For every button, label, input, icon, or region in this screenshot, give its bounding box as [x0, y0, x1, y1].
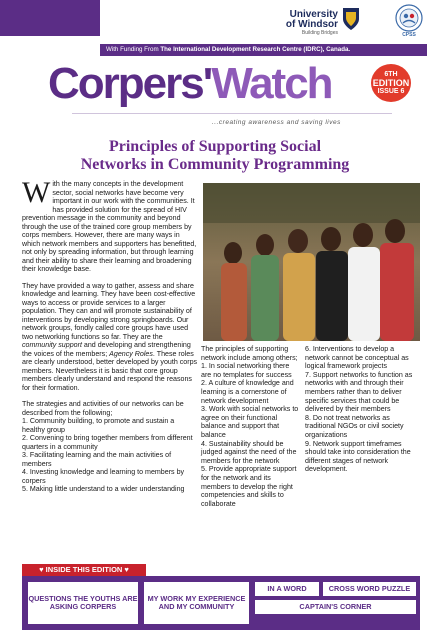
- drop-cap: W: [22, 176, 51, 209]
- edition-issue: ISSUE 6: [377, 88, 405, 95]
- inside-item-captains-corner[interactable]: CAPTAIN'S CORNER: [255, 600, 416, 614]
- funding-banner: [100, 44, 427, 56]
- paragraph-1-text: ith the many concepts in the development sector, social networks have become very important in our work with the communities. It has provided solution for the spread of HIV prevention message in the community and beyond through the use of the trained core group members by corps members. However, there are many ways in which network members and supporters has benefitted, not only by spreading information, but through learning and their ability to share their learning and broadening their knowledge base.: [22, 180, 197, 273]
- inside-this-edition-tab: ♥ INSIDE THIS EDITION ♥: [22, 564, 146, 576]
- newsletter-title: [48, 59, 332, 108]
- edition-badge: [371, 64, 411, 102]
- tagline: ...creating awareness and saving lives: [212, 119, 341, 126]
- strategy-item: 5. Making little understand to a wider understanding: [22, 485, 185, 493]
- strategy-item: 1. Community building, to promote and sustain a healthy group: [22, 417, 175, 434]
- paragraph-2: They have provided a way to gather, assess and share knowledge and learning. They have been cost-effective ways to access or provide services to a larger population. They can and will promote sustainability of interventions by developing strong springboards. Our network groups, fondly called core groups have used two networking functions so far. They are the community support and developing and strengthening the voices of the members; Agency Roles. These roles are clearly understood, better developed by youth corps members. Nevertheless it is basic that core group members clearly understand and respond the reasons for their formation.: [22, 281, 198, 392]
- top-purple-bar: [0, 0, 100, 36]
- cpss-logo: [392, 4, 426, 38]
- university-of-windsor-logo: [280, 2, 392, 40]
- paragraph-3: The strategies and activities of our networks can be described from the following;: [22, 400, 184, 417]
- principle-item: 5. Provide appropriate support for the network and its members to develop the right competencies and skills to collaborate: [201, 465, 297, 508]
- principle-item: 9. Network support timeframes should take into consideration the different stages of network development.: [305, 439, 411, 474]
- inside-item-my-work[interactable]: MY WORK MY EXPERIENCE AND MY COMMUNITY: [144, 582, 249, 624]
- strategy-item: 2. Convening to bring together members from different quarters in a community: [22, 434, 193, 451]
- inside-item-crossword[interactable]: CROSS WORD PUZZLE: [323, 582, 416, 596]
- principle-item: 6. Interventions to develop a network cannot be conceptual as logical framework projects: [305, 345, 409, 371]
- edition-word: EDITION: [372, 78, 410, 88]
- principle-item: 7. Support networks to function as networks with and through their members rather than to deliver specific services that could be delivered by their members: [305, 370, 413, 414]
- inside-item-questions[interactable]: QUESTIONS THE YOUTHS ARE ASKING CORPERS: [28, 582, 138, 624]
- university-slogan: Building Bridges: [301, 30, 338, 36]
- article-column-3: [305, 345, 420, 474]
- inside-item-in-a-word[interactable]: IN A WORD: [255, 582, 319, 596]
- principle-item: 8. Do not treat networks as traditional NGOs or civil society organizations: [305, 413, 404, 439]
- principle-item: 2. A culture of knowledge and learning is a cornerstone of network development: [201, 379, 294, 405]
- article-column-2: [201, 345, 299, 508]
- article-headline: [40, 138, 390, 174]
- principle-item: 4. Sustainability should be judged against the need of the members for the network: [201, 439, 297, 465]
- title-part2: Watch: [211, 59, 332, 108]
- principle-item: 3. Work with social networks to agree on their functional balance and support that balance: [201, 405, 299, 439]
- masthead: [48, 58, 418, 116]
- headline-line-1: Principles of Supporting Social: [108, 138, 322, 155]
- strategy-item: 3. Facilitating learning and the main activities of members: [22, 451, 172, 468]
- strategy-item: 4. Investing knowledge and learning to members by corpers: [22, 468, 185, 485]
- shield-icon: [342, 7, 360, 31]
- edition-number: 6TH: [384, 71, 398, 78]
- paragraph-1: [22, 176, 198, 274]
- funding-prefix: With Funding From: [106, 46, 159, 53]
- cpss-emblem-icon: [392, 4, 426, 34]
- group-photo: [203, 183, 420, 341]
- tagline-rule: [72, 113, 392, 114]
- article-column-1: [22, 176, 198, 494]
- university-name: University of Windsor: [285, 9, 338, 30]
- title-part1: Corpers': [48, 59, 212, 108]
- principles-intro: The principles of supporting network include among others;: [201, 345, 298, 362]
- funding-org: The International Development Research Centre (IDRC), Canada.: [160, 46, 351, 53]
- group-photo-illustration: [203, 183, 420, 341]
- cpss-label: CPSS: [402, 32, 416, 38]
- principle-item: 1. In social networking there are no templates for success: [201, 362, 292, 379]
- headline-line-2: Networks in Community Programming: [80, 156, 350, 173]
